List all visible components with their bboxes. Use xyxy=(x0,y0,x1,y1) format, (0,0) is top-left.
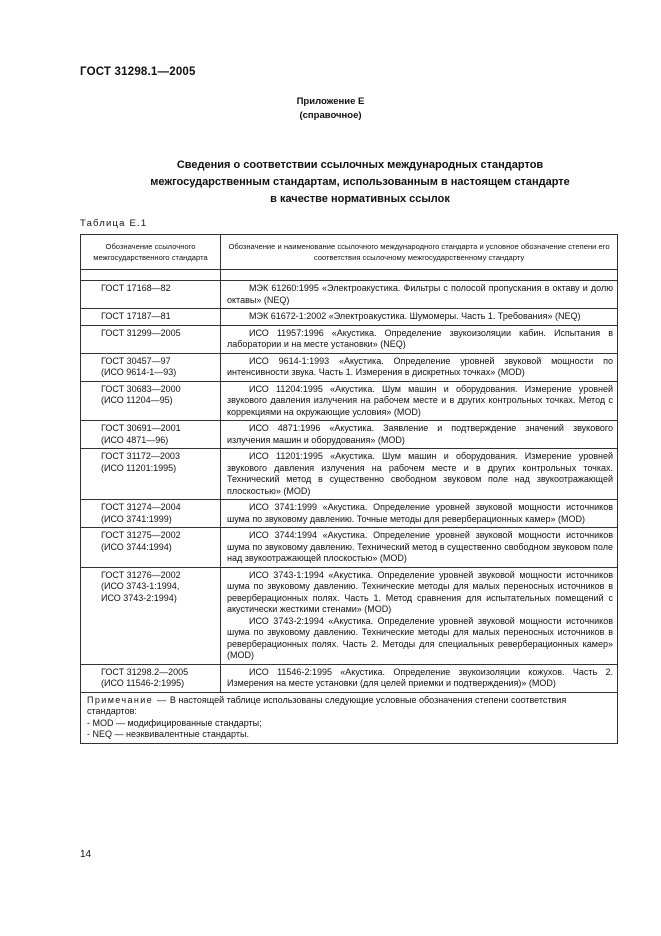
international-standard-cell xyxy=(221,421,618,449)
annex-subtitle: (справочное) xyxy=(299,110,362,121)
gost-designation-cell xyxy=(81,381,221,421)
international-standard-cell xyxy=(221,500,618,528)
gost-designation: ГОСТ 31275—2002 xyxy=(101,530,181,540)
annex-title: Приложение Е xyxy=(296,96,365,107)
gost-designation: (ИСО 11201:1995) xyxy=(101,462,177,473)
international-standard-text: ИСО 4871:1996 «Акустика. Заявление и подтверждение значений звукового излучения машин и оборудования» (MOD) xyxy=(227,423,613,445)
note-row xyxy=(81,692,618,743)
international-standard-cell xyxy=(221,325,618,353)
international-standard-cell xyxy=(221,381,618,421)
gost-designation-cell xyxy=(81,281,221,309)
international-standard-text: ИСО 3744:1994 «Акустика. Определение уровней звуковой мощности источников шума по звуковому давлению. Технический метод в существенно свободном звуковом поле над звукоотражающей плоскостью» (MOD) xyxy=(227,530,613,563)
gost-designation: (ИСО 11546-2:1995) xyxy=(101,678,185,688)
note-label: Примечание — xyxy=(87,694,168,705)
gost-designation: ГОСТ 17187—81 xyxy=(101,311,171,321)
international-standard-text: ИСО 3743-1:1994 «Акустика. Определение уровней звуковой мощности источников шума по звуковому давлению. Технические методы для малых переносных источников в реверберационных полях. Часть 1. Метод сравнения для испытательных помещений с акустически жесткими стенами» (MOD) xyxy=(227,569,613,614)
gost-designation-cell xyxy=(81,325,221,353)
heading-line: в качестве нормативных ссылок xyxy=(270,193,450,205)
international-standard-text: ИСО 11546-2:1995 «Акустика. Определение звукоизоляции кожухов. Часть 2. Измерения на месте установки (для целей приемки и подтверждения)» (MOD) xyxy=(227,666,613,688)
international-standard-cell xyxy=(221,309,618,326)
gost-designation-cell xyxy=(81,309,221,326)
gost-designation: ИСО 3743-2:1994) xyxy=(101,592,177,603)
international-standard-text: МЭК 61672-1:2002 «Электроакустика. Шумомеры. Часть 1. Требования» (NEQ) xyxy=(249,311,581,321)
gost-designation: ГОСТ 30691—2001 xyxy=(101,423,181,433)
table-caption: Таблица Е.1 xyxy=(80,218,148,229)
international-standard-text: ИСО 9614-1:1993 «Акустика. Определение уровней звуковой мощности по интенсивности звука. Часть 1. Измерения в дискретных точках» (MOD) xyxy=(227,355,613,377)
table-row xyxy=(81,567,618,664)
standards-table xyxy=(80,234,618,744)
gost-designation: (ИСО 3741:1999) xyxy=(101,513,172,524)
gost-designation: ГОСТ 31276—2002 xyxy=(101,569,181,580)
heading-line: Сведения о соответствии ссылочных международных стандартов xyxy=(176,159,544,171)
gost-designation: (ИСО 11204—95) xyxy=(101,395,173,405)
gost-designation-cell xyxy=(81,449,221,500)
gost-designation-cell xyxy=(81,664,221,692)
international-standard-cell xyxy=(221,353,618,381)
col2-header: Обозначение и наименование ссылочного международного стандарта и условное обозначение степени его соответствия ссылочному межгосударственному стандарту xyxy=(221,235,618,270)
international-standard-cell xyxy=(221,281,618,309)
gost-designation-cell xyxy=(81,528,221,568)
document-code: ГОСТ 31298.1—2005 xyxy=(80,66,196,78)
table-row xyxy=(81,449,618,500)
table-row xyxy=(81,421,618,449)
table-row xyxy=(81,528,618,568)
gost-designation-cell xyxy=(81,353,221,381)
table-row xyxy=(81,309,618,326)
col1-header: Обозначение ссылочного межгосударственного стандарта xyxy=(81,235,221,270)
gost-designation: ГОСТ 31172—2003 xyxy=(101,451,180,461)
gost-designation-cell xyxy=(81,500,221,528)
section-heading xyxy=(80,157,640,208)
gost-designation: ГОСТ 31298.2—2005 xyxy=(101,666,189,677)
international-standard-text: ИСО 3743-2:1994 «Акустика. Определение уровней звуковой мощности источников шума по звуковому давлению. Технические методы для малых переносных источников в реверберационных полях. Часть 2. Методы для специальных реверберационных камер» (MOD) xyxy=(227,615,613,660)
gost-designation-cell xyxy=(81,421,221,449)
table-note xyxy=(81,692,618,743)
gost-designation: (ИСО 3743-1:1994, xyxy=(101,581,180,591)
gost-designation: ГОСТ 30683—2000 xyxy=(101,383,181,394)
page-number: 14 xyxy=(80,849,92,860)
gost-designation: (ИСО 9614-1—93) xyxy=(101,367,177,377)
gost-designation: (ИСО 4871—96) xyxy=(101,434,169,445)
heading-line: межгосударственным стандартам, использованным в настоящем стандарте xyxy=(150,176,570,188)
gost-designation-cell xyxy=(81,567,221,664)
spacer-row xyxy=(81,270,618,281)
international-standard-cell xyxy=(221,449,618,500)
international-standard-text: ИСО 3741:1999 «Акустика. Определение уровней звуковой мощности источников шума по звуковому давлению. Точные методы для реверберационных камер» (MOD) xyxy=(227,502,613,524)
table-header-row xyxy=(81,235,618,270)
international-standard-text: ИСО 11201:1995 «Акустика. Шум машин и оборудования. Измерение уровней звукового давления излучения на рабочем месте и в других контрольных точках. Технический метод в существенно свободном звуковом поле над звукоотражающей плоскостью» (MOD) xyxy=(227,451,613,496)
gost-designation: (ИСО 3744:1994) xyxy=(101,541,172,552)
note-list-item: - MOD — модифицированные стандарты; xyxy=(87,717,262,728)
gost-designation: ГОСТ 31274—2004 xyxy=(101,502,181,512)
international-standard-text: ИСО 11204:1995 «Акустика. Шум машин и оборудования. Измерение уровней звукового давления излучения на рабочем месте и в других контрольных точках. Метод с коррекциями на окружающие условия» (MOD) xyxy=(227,383,613,417)
table-row xyxy=(81,281,618,309)
international-standard-text: ИСО 11957:1996 «Акустика. Определение звукоизоляции кабин. Испытания в лаборатории и на месте установки» (NEQ) xyxy=(227,327,613,349)
table-row xyxy=(81,664,618,692)
gost-designation: ГОСТ 17168—82 xyxy=(101,283,171,293)
table-row xyxy=(81,500,618,528)
international-standard-cell xyxy=(221,664,618,692)
international-standard-text: МЭК 61260:1995 «Электроакустика. Фильтры с полосой пропускания в октаву и долю октавы» (NEQ) xyxy=(227,283,613,305)
table-row xyxy=(81,353,618,381)
table-row xyxy=(81,381,618,421)
international-standard-cell xyxy=(221,567,618,664)
table-row xyxy=(81,325,618,353)
international-standard-cell xyxy=(221,528,618,568)
note-text: В настоящей таблице использованы следующие условные обозначения степени соответствия стандартов: xyxy=(87,694,567,716)
gost-designation: ГОСТ 31299—2005 xyxy=(101,327,181,338)
gost-designation: ГОСТ 30457—97 xyxy=(101,355,171,366)
note-list-item: - NEQ — неэквивалентные стандарты. xyxy=(87,729,249,739)
